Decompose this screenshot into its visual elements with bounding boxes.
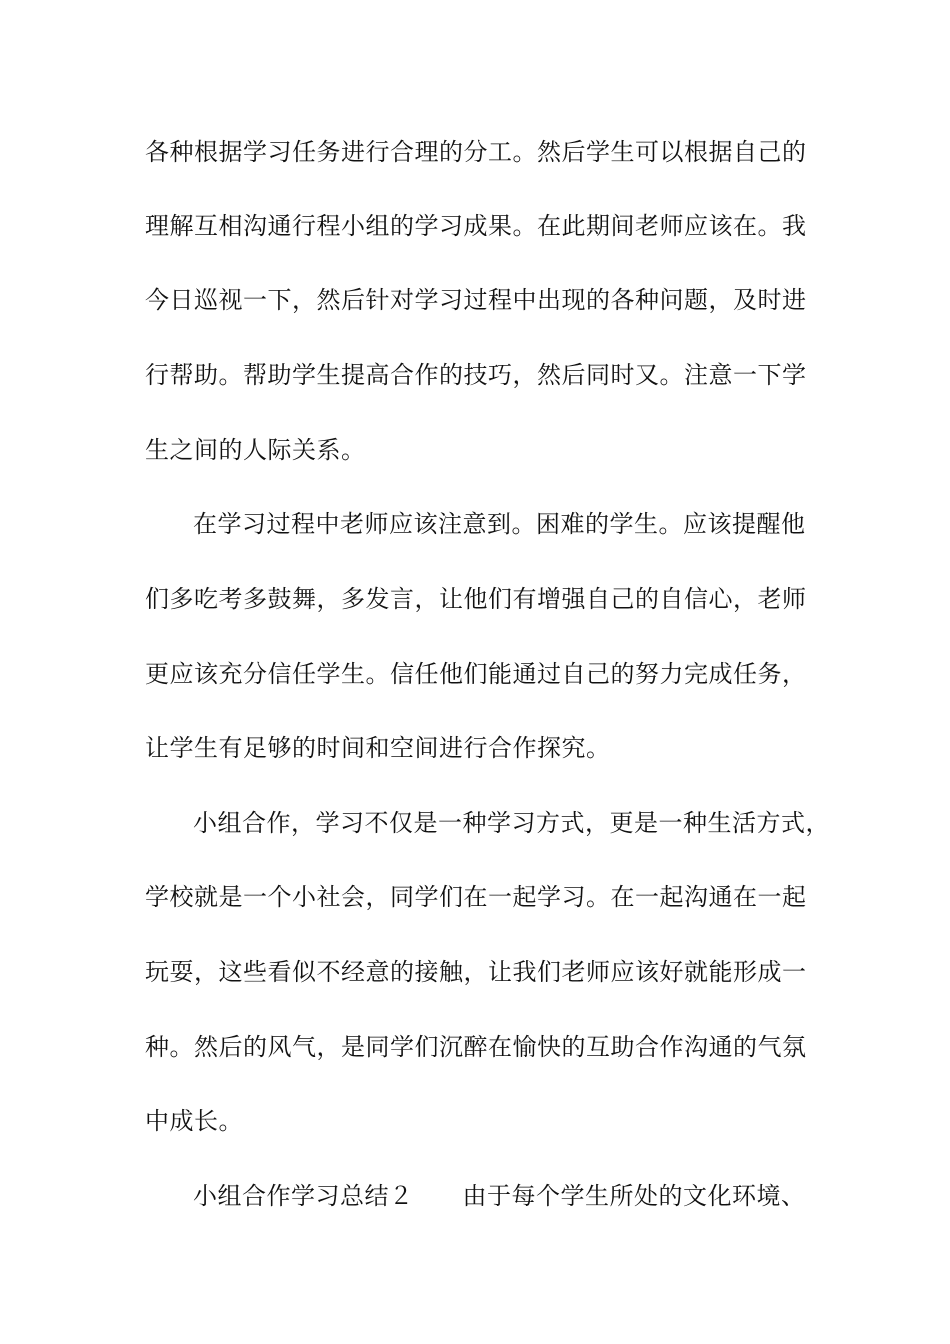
section-heading-line: 小组合作学习总结２ 由于每个学生所处的文化环境、: [193, 1182, 806, 1210]
paragraph-line: 让学生有足够的时间和空间进行合作探究。: [145, 734, 611, 762]
paragraph-line: 今日巡视一下，然后针对学习过程中出现的各种问题，及时进: [145, 286, 807, 314]
paragraph-line: 种。然后的风气，是同学们沉醉在愉快的互助合作沟通的气氛: [145, 1033, 807, 1061]
paragraph-line: 在学习过程中老师应该注意到。困难的学生。应该提醒他: [193, 510, 806, 538]
paragraph-line: 中成长。: [145, 1107, 243, 1135]
paragraph-line: 玩耍，这些看似不经意的接触，让我们老师应该好就能形成一: [145, 958, 807, 986]
paragraph-line: 们多吃考多鼓舞，多发言，让他们有增强自己的自信心，老师: [145, 585, 807, 613]
paragraph-line: 行帮助。帮助学生提高合作的技巧，然后同时又。注意一下学: [145, 361, 807, 389]
paragraph-line: 各种根据学习任务进行合理的分工。然后学生可以根据自己的: [145, 138, 807, 166]
paragraph-line: 理解互相沟通行程小组的学习成果。在此期间老师应该在。我: [145, 212, 807, 240]
paragraph-line: 学校就是一个小社会，同学们在一起学习。在一起沟通在一起: [145, 883, 807, 911]
paragraph-line: 生之间的人际关系。: [145, 436, 366, 464]
paragraph-line: 小组合作，学习不仅是一种学习方式，更是一种生活方式，: [193, 809, 830, 837]
paragraph-line: 更应该充分信任学生。信任他们能通过自己的努力完成任务，: [145, 660, 807, 688]
